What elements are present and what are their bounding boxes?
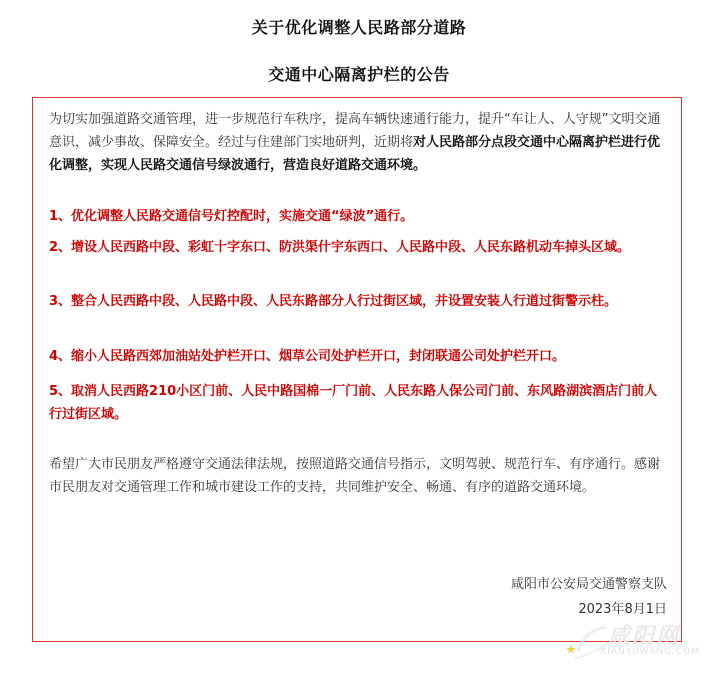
issue-date: 2023年8月1日 — [578, 602, 667, 617]
watermark-url: XIANYUWANG.COM — [600, 647, 701, 657]
watermark-logo-icon — [560, 615, 610, 665]
measure-item-3: 3、整合人民西路中段、人民路中段、人民东路部分人行过街区域，并设置安装人行道过街警示柱。 — [49, 294, 618, 309]
measure-item-4: 4、缩小人民路西郊加油站处护栏开口、烟草公司处护栏开口，封闭联通公司处护栏开口。 — [49, 349, 566, 364]
closing-paragraph: 希望广大市民朋友严格遵守交通法律法规，按照道路交通信号指示，文明驾驶、规范行车、有序通行。感谢市民朋友对交通管理工作和城市建设工作的支持，共同维护安全、畅通、有序的道路交通环境。 — [49, 457, 661, 495]
notice-title-line-2: 交通中心隔离护栏的公告 — [268, 65, 450, 84]
intro-paragraph — [49, 108, 667, 177]
watermark-name: 咸阳网 — [608, 624, 681, 649]
issuing-organization: 咸阳市公安局交通警察支队 — [510, 577, 667, 592]
site-watermark — [560, 615, 710, 667]
intro-text: 为切实加强道路交通管理，进一步规范行车秩序，提高车辆快速通行能力，提升“车让人、人守规”文明交通意识，减少事故、保障安全。经过与住建部门实地研判，近期将 — [49, 112, 661, 150]
notice-body-box — [32, 97, 682, 642]
notice-title-line-1: 关于优化调整人民路部分道路 — [251, 18, 467, 37]
measure-item-5: 5、取消人民西路210小区门前、人民中路国棉一厂门前、人民东路人保公司门前、东风路湖滨酒店门前人行过街区域。 — [49, 384, 658, 422]
measure-item-2: 2、增设人民西路中段、彩虹十字东口、防洪渠什宇东西口、人民路中段、人民东路机动车掉头区域。 — [49, 240, 631, 255]
intro-emphasis-text: 对人民路部分点段交通中心隔离护栏进行优化调整，实现人民路交通信号绿波通行，营造良好道路交通环境。 — [49, 135, 661, 173]
measure-item-1: 1、优化调整人民路交通信号灯控配时，实施交通“绿波”通行。 — [49, 209, 414, 224]
